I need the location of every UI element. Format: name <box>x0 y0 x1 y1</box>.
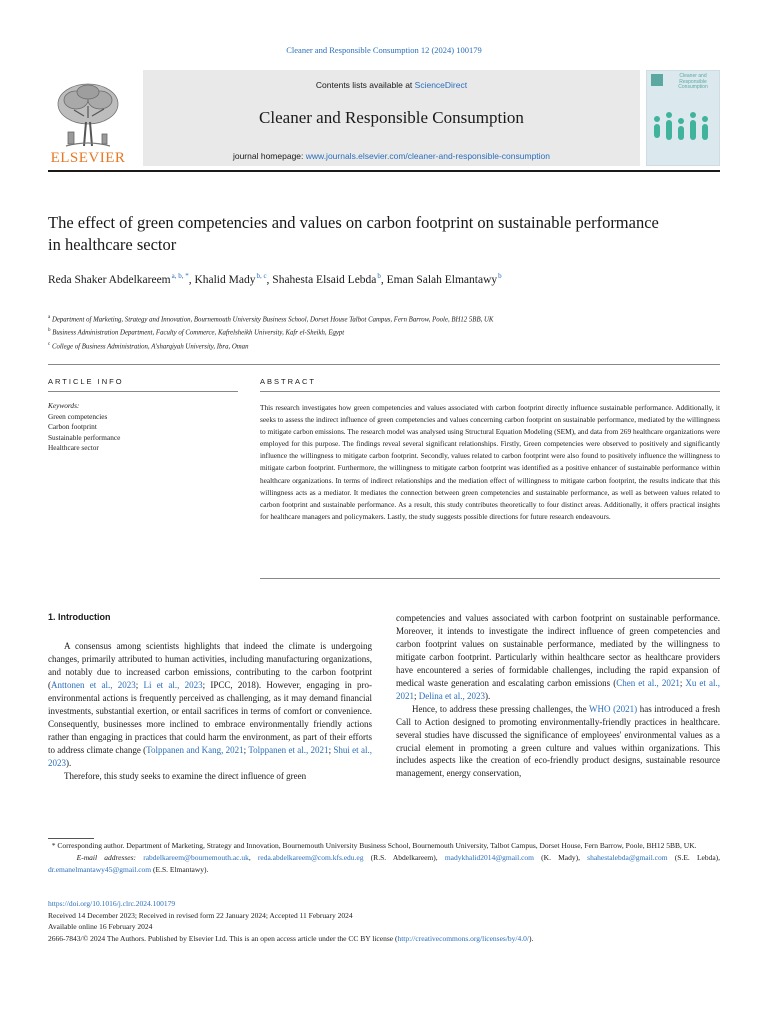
cover-title: Cleaner and Responsible Consumption <box>678 73 708 90</box>
email-link[interactable]: rabdelkareem@bournemouth.ac.uk <box>143 853 249 862</box>
text-run: (E.S. Elmantawy). <box>153 865 209 874</box>
text-run: (K. Mady), <box>541 853 580 862</box>
text-run: ; <box>414 690 419 701</box>
affiliation-item <box>48 325 720 338</box>
keyword-item: Sustainable performance <box>48 432 121 442</box>
keyword-item: Green competencies <box>48 411 108 421</box>
publication-info <box>48 898 720 944</box>
abstract-rule <box>260 391 720 392</box>
text-run: ). <box>66 757 72 768</box>
author-name: Eman Salah Elmantawy <box>386 273 498 286</box>
text-run: (S.E. Lebda), <box>674 853 721 862</box>
cover-people-graphic-icon <box>651 109 717 151</box>
text-run: ). <box>485 690 491 701</box>
text-run: ; <box>243 744 249 755</box>
citation-link[interactable]: Anttonen et al., 2023 <box>51 679 136 690</box>
text-run: Corresponding author. Department of Marketing, Strategy and Innovation, Bournemouth University Business School, Bournemouth University, Talbot Campus, Dorset House, Fern Barrow, Poole, BH12 5BB, UK. <box>57 841 697 850</box>
available-online-date: Available online 16 February 2024 <box>48 922 153 932</box>
affiliation-mark: b <box>48 328 51 334</box>
email-link[interactable]: madykhalid2014@gmail.com <box>444 853 534 862</box>
email-label: E-mail addresses: <box>76 853 137 862</box>
text-run: A consensus among scientists highlights that indeed the climate is undergoing changes, primarily attributed to human activities, including manufacturing organizations, and notably due to increased carbon emissions, contributing to the carbon footprint ( <box>48 641 372 690</box>
author-affiliation-mark[interactable]: b <box>498 272 502 280</box>
email-link[interactable]: shahestalebda@gmail.com <box>587 853 668 862</box>
text-run: competencies and values associated with carbon footprint on sustainable performance. Moreover, it intends to investigate the indirect influence of green competencies and carbon footprint values on sustainable performance, mediated by the willingness to mitigate carbon footprint. Particularly within healthcare sector as healthcare providers have encountered a series of formidable challenges, including the rapid expansion of medical waste generation and escalating carbon emissions ( <box>396 613 720 688</box>
citation-link[interactable]: Li et al., 2023 <box>143 679 203 690</box>
abstract-label: ABSTRACT <box>260 377 317 386</box>
citation-link[interactable]: Shui et al., 2023 <box>48 744 372 768</box>
header-rule <box>48 170 720 172</box>
author-list: Reda Shaker Abdelkareem $^{a, b, *}$, Khalid Mady $^{b, c}$, Shahesta Elsaid Lebda $^b$, Eman Salah Elmantawy $^b$ <box>48 272 502 286</box>
email-addresses: E-mail addresses: rabdelkareem@bournemouth.ac.uk, reda.abdelkareem@com.kfs.edu.eg (R.S. Abdelkareem), madykhalid2014@gmail.com (K. Mady), shahestalebda@gmail.com (S.E. Lebda), dr.emanelmantawy45@gmail.com (E.S. Elmantawy). <box>48 853 721 874</box>
text-run: ; <box>328 744 334 755</box>
homepage-prefix: journal homepage: <box>232 151 306 161</box>
license-line <box>48 933 720 945</box>
citation-link[interactable]: Tolppanen and Kang, 2021 <box>146 744 244 755</box>
affiliation-item <box>48 312 720 325</box>
body-paragraph <box>396 703 720 781</box>
article-info-label: ARTICLE INFO <box>48 377 124 386</box>
abstract-text: This research investigates how green competencies and values associated with carbon footprint directly influence sustainable performance. Additionally, it seeks to assess the indirect influence of green competencies and values concerning carbon footprint on sustainable performance, mediated by the willingness to mitigate carbon emissions. The research model was analysed using Structural Equation Modeling (SEM), and data from 269 healthcare organizations were employed for this purpose. The findings reveal several significant relationships. Firstly, Green competencies were observed to positively and significantly influence the willingness to mitigate carbon footprint. Secondly, values related to carbon footprint were also found to positively influence the willingness to mitigate carbon footprint. Furthermore, the willingness to mitigate carbon footprint was identified as a positive enhancer of sustainable performance within healthcare organizations. In terms of indirect relationships and the mediation effect of willingness to mitigate carbon footprint, the results indicate that this willingness acts as a mediator. It mediates the connection between green competencies and sustainable performance, as well as between values related to carbon footprint and sustainable performance. As a result, this study contributes theoretically to four distinct areas. Additionally, it offers practical insights for healthcare managers and policymakers. Lastly, the study suggests possible directions for future research endeavours. <box>260 403 720 521</box>
author-name: Khalid Mady <box>194 273 256 286</box>
text-run: (R.S. Abdelkareem), <box>370 853 438 862</box>
abstract-end-rule <box>260 578 720 579</box>
text-run: ; <box>135 679 144 690</box>
affiliation-mark: a <box>48 315 51 320</box>
citation-link[interactable]: Xu et al., 2021 <box>396 677 720 701</box>
author-name: Reda Shaker Abdelkareem <box>48 273 171 286</box>
affiliation-text: Business Administration Department, Faculty of Commerce, Kafrelsheikh University, Kafr el-Sheikh, Egypt <box>52 329 345 337</box>
section-rule <box>48 364 720 365</box>
received-dates: Received 14 December 2023; Received in revised form 22 January 2024; Accepted 11 February 2024 <box>48 910 353 920</box>
keywords-label: Keywords: <box>48 401 80 410</box>
cover-emblem-icon <box>650 73 664 87</box>
doi-link[interactable]: https://doi.org/10.1016/j.clrc.2024.100179 <box>48 899 176 908</box>
contents-prefix: Contents lists available at <box>315 80 415 90</box>
text-run: ; IPCC, 2018). However, engaging in pro-environmental actions is frequently perceived as challenging, as it may demand financial investments, substantial exertion, or entail sacrifices in terms of comfort or convenience. Consequently, businesses more inclined to embrace environmentally friendly actions rather than engaging in practices that could harm the environment, as part of their efforts to address climate change ( <box>48 679 372 755</box>
affiliation-text: Department of Marketing, Strategy and Innovation, Bournemouth University Business School, Dorset House Talbot Campus, Fern Barrow, Poole, BH12 5BB, UK <box>51 316 494 324</box>
text-run: has introduced a fresh Call to Action designed to promoting environmentally-friendly practices in healthcare. several studies have discussed the significance of employees' environmental values as a crucial element in promoting a green culture and values within organizations. This includes aspects like the creation of eco-friendly product designs, sustainable resource management, energy conservation, <box>396 703 720 779</box>
keyword-list <box>48 401 238 454</box>
email-link[interactable]: reda.abdelkareem@com.kfs.edu.eg <box>257 853 364 862</box>
text-run: ; <box>679 677 686 688</box>
author-name: Shahesta Elsaid Lebda <box>272 273 377 286</box>
journal-cover-thumbnail[interactable] <box>646 70 720 166</box>
citation-link[interactable]: Tolppanen et al., 2021 <box>248 744 329 755</box>
corresponding-author-note: * Corresponding author. Department of Marketing, Strategy and Innovation, Bournemouth University Business School, Bournemouth University, Talbot Campus, Dorset House, Fern Barrow, Poole, BH12 5BB, UK. <box>48 841 697 850</box>
text-run: Hence, to address these pressing challenges, the <box>412 703 589 714</box>
elsevier-wordmark: ELSEVIER <box>50 150 126 166</box>
contents-line <box>143 80 640 90</box>
license-link[interactable]: http://creativecommons.org/licenses/by/4.0/ <box>397 933 529 943</box>
journal-homepage-link[interactable]: www.journals.elsevier.com/cleaner-and-responsible-consumption <box>305 151 551 161</box>
citation-link[interactable]: Delina et al., 2023 <box>418 690 485 701</box>
section-heading-introduction: 1. Introduction <box>48 612 111 622</box>
citation-link[interactable]: WHO (2021) <box>589 703 638 714</box>
body-paragraph: Therefore, this study seeks to examine the direct influence of green <box>64 770 307 781</box>
paper-title: The effect of green competencies and values on carbon footprint on sustainable performance in healthcare sector <box>48 213 659 254</box>
keyword-item: Carbon footprint <box>48 422 97 431</box>
body-column-left <box>48 640 372 782</box>
author-affiliation-mark[interactable]: b, c <box>256 272 267 280</box>
footnote-rule <box>48 838 94 839</box>
body-paragraph <box>396 612 720 703</box>
sciencedirect-link[interactable]: ScienceDirect <box>414 80 468 90</box>
affiliation-text: College of Business Administration, A'sharqiyah University, Ibra, Oman <box>51 342 249 350</box>
footnotes <box>48 840 720 876</box>
article-info-rule <box>48 391 238 392</box>
keyword-item: Healthcare sector <box>48 443 99 452</box>
text-run: ). <box>528 933 534 943</box>
body-paragraph <box>48 640 372 770</box>
body-column-right <box>396 612 720 780</box>
author-affiliation-mark[interactable]: b <box>377 272 381 280</box>
journal-reference[interactable]: Cleaner and Responsible Consumption 12 (2024) 100179 <box>286 45 482 55</box>
affiliation-mark: c <box>48 341 51 347</box>
author-affiliation-mark[interactable]: a, b, * <box>171 272 189 280</box>
affiliation-list <box>48 312 720 352</box>
journal-title: Cleaner and Responsible Consumption <box>259 108 524 127</box>
email-link[interactable]: dr.emanelmantawy45@gmail.com <box>48 865 152 874</box>
citation-link[interactable]: Chen et al., 2021 <box>616 677 680 688</box>
text-run: 2666-7843/© 2024 The Authors. Published by Elsevier Ltd. This is an open access article under the CC BY license ( <box>48 933 398 943</box>
affiliation-item <box>48 339 720 352</box>
journal-homepage-line <box>143 151 640 161</box>
